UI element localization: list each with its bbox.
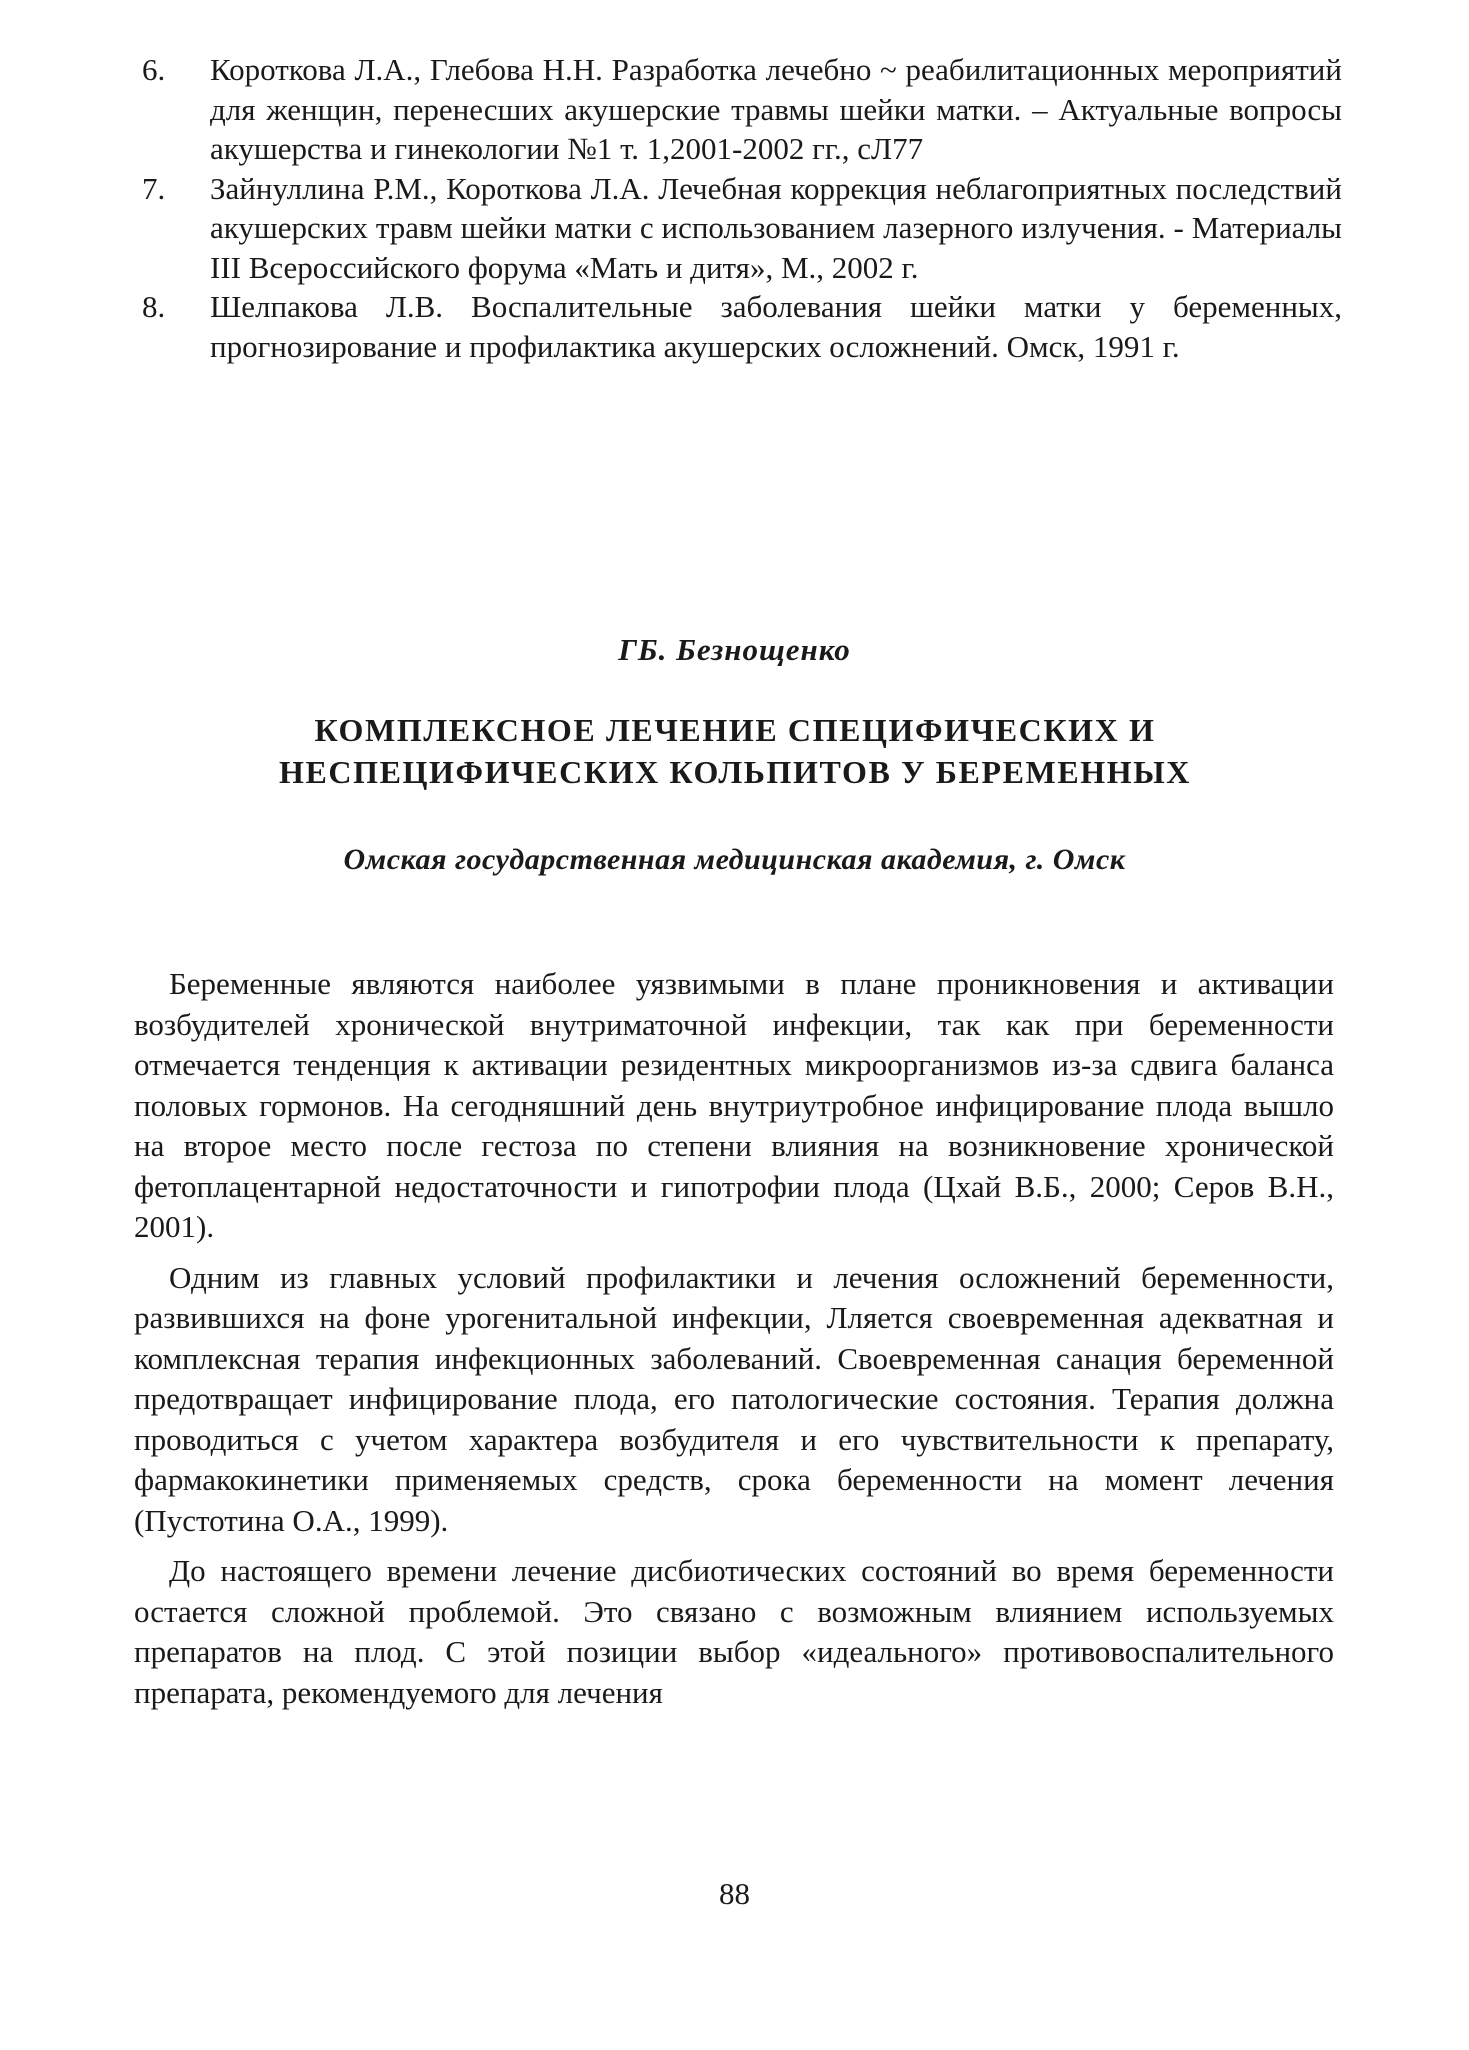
body-paragraph: Одним из главных условий профилактики и лечения осложнений беременности, развившихся на фоне урогенитальной инфекции, Лляется своевременная адекватная и комплексная терапия инфекционных заболеваний. Своевременная санация беременной предотвращает инфицирование плода, его патологические состояния. Терапия должна проводиться с учетом характера возбудителя и его чувствительности к препарату, фармакокинетики применяемых средств, срока беременности на момент лечения (Пустотина О.А., 1999). — [134, 1259, 1334, 1538]
article-title: КОМПЛЕКСНОЕ ЛЕЧЕНИЕ СПЕЦИФИЧЕСКИХ И НЕСПЕЦИФИЧЕСКИХ КОЛЬПИТОВ У БЕРЕМЕННЫХ — [278, 712, 1192, 790]
article-affiliation: Омская государственная медицинская академия, г. Омск — [343, 843, 1126, 876]
reference-number: 7. — [142, 170, 166, 206]
reference-text: Зайнуллина Р.М., Короткова Л.А. Лечебная коррекция неблагоприятных последствий акушерских травм шейки матки с использованием лазерного излучения. - Материалы III Всероссийского форума «Мать и дитя», М., 2002 г. — [210, 170, 1342, 285]
body-paragraph: До настоящего времени лечение дисбиотических состояний во время беременности остается сложной проблемой. Это связано с возможным влиянием используемых препаратов на плод. С этой позиции выбор «идеального» противовоспалительного препарата, рекомендуемого для лечения — [134, 1553, 1334, 1710]
body-paragraph: Беременные являются наиболее уязвимыми в плане проникновения и активации возбудителей хронической внутриматочной инфекции, так как при беременности отмечается тенденция к активации резидентных микроорганизмов из-за сдвига баланса половых гормонов. На сегодняшний день внутриутробное инфицирование плода вышло на второе место после гестоза по степени влияния на возникновение хронической фетоплацентарной недостаточности и гипотрофии плода (Цхай В.Б., 2000; Серов В.Н., 2001). — [134, 966, 1334, 1244]
reference-list — [142, 50, 1342, 366]
reference-item — [142, 169, 1342, 288]
reference-item — [142, 50, 1342, 169]
page-number: 88 — [719, 1876, 750, 1911]
reference-number: 6. — [142, 52, 166, 87]
reference-text: Короткова Л.А., Глебова Н.Н. Разработка лечебно ~ реабилитационных мероприятий для женщин, перенесших акушерские травмы шейки матки. – Актуальные вопросы акушерства и гинекологии №1 т. 1,2001-2002 гг., сЛ77 — [210, 52, 1342, 166]
article-body — [134, 964, 1334, 1723]
reference-item — [142, 287, 1342, 366]
reference-text: Шелпакова Л.В. Воспалительные заболевания шейки матки у беременных, прогнозирование и профилактика акушерских осложнений. Омск, 1991 г. — [210, 289, 1342, 364]
article-author: ГБ. Безнощенко — [618, 632, 851, 667]
reference-number: 8. — [142, 289, 166, 324]
